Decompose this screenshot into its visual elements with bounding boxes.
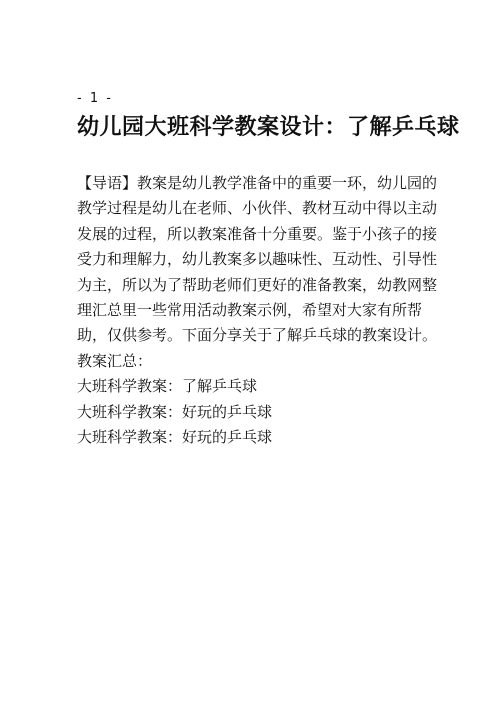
intro-line-6: 理汇总里一些常用活动教案示例，希望对大家有所帮 — [77, 300, 423, 319]
summary-heading: 教案汇总： — [77, 351, 153, 370]
intro-line-1: 【导语】教案是幼儿教学准备中的重要一环，幼儿园的 — [77, 174, 438, 192]
lesson-link-2: 大班科学教案：好玩的乒乓球 — [77, 402, 273, 421]
intro-line-2: 教学过程是幼儿在老师、小伙伴、教材互动中得以主动 — [77, 199, 438, 218]
lesson-link-3: 大班科学教案：好玩的乒乓球 — [77, 427, 273, 446]
intro-line-5: 为主，所以为了帮助老师们更好的准备教案，幼教网整 — [77, 275, 438, 294]
document-title: 幼儿园大班科学教案设计：了解乒乓球 — [77, 115, 460, 140]
intro-line-7: 助，仅供参考。下面分享关于了解乒乓球的教案设计。 — [77, 326, 438, 345]
page-number: - 1 - — [77, 91, 113, 106]
lesson-link-1: 大班科学教案：了解乒乓球 — [77, 377, 258, 396]
document-body — [77, 171, 438, 450]
intro-line-3: 发展的过程，所以教案准备十分重要。鉴于小孩子的接 — [77, 224, 438, 243]
intro-line-4: 受力和理解力，幼儿教案多以趣味性、互动性、引导性 — [77, 250, 438, 269]
